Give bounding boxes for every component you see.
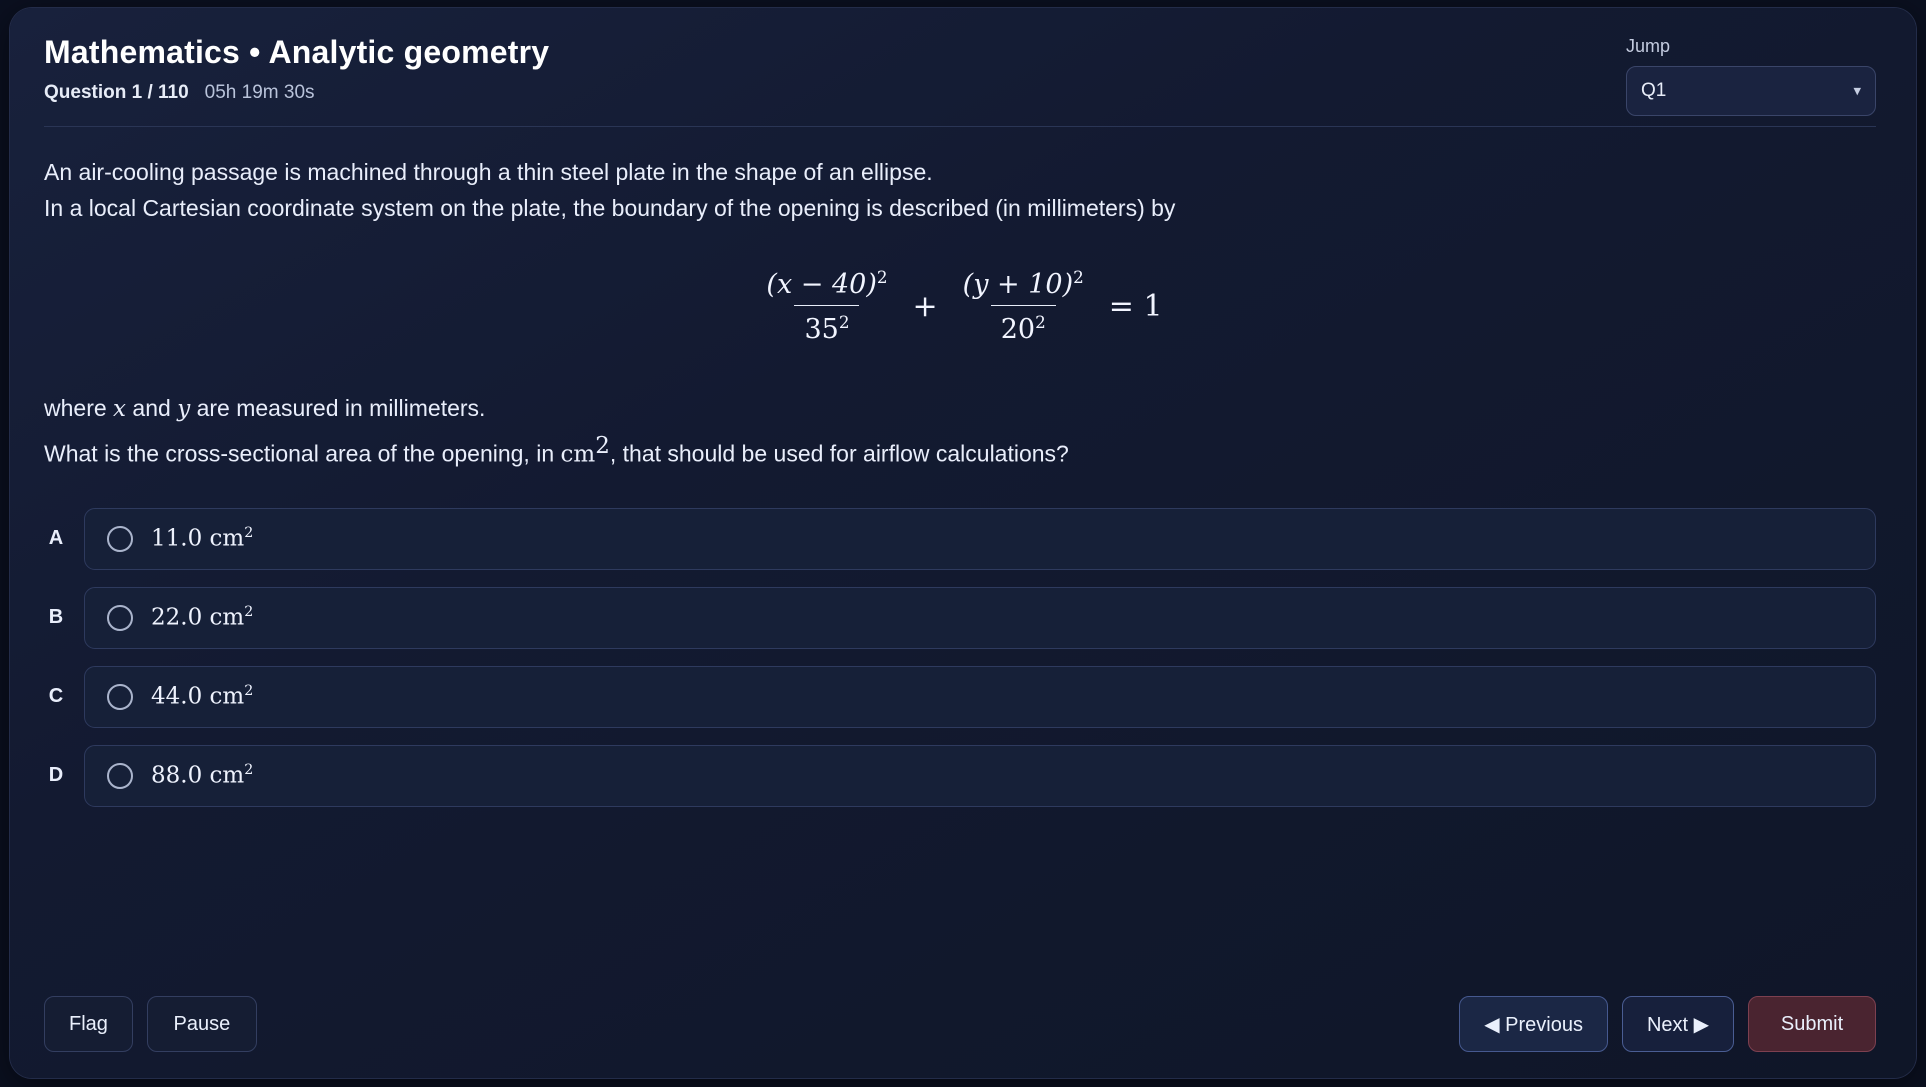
equation-term-1-denominator: $35^2$: [794, 305, 859, 345]
question-stem-line-3: [44, 390, 1876, 428]
equation-term-1: [756, 267, 897, 345]
question-stem-line-4: [44, 428, 1876, 473]
stem-4-suffix: , that should be used for airflow calculations?: [609, 440, 1069, 467]
jump-control: [1626, 36, 1876, 116]
stem-3-middle: and: [126, 395, 178, 422]
page-title: Mathematics • Analytic geometry: [44, 34, 550, 70]
answer-options: [44, 508, 1876, 807]
option-b[interactable]: [84, 587, 1876, 649]
exam-header: [10, 8, 1916, 127]
equation-term-2-numerator: $(y + 10)^2$: [962, 267, 1084, 301]
option-row: [44, 666, 1876, 728]
header-divider: [44, 126, 1876, 127]
flag-button[interactable]: Flag: [44, 996, 133, 1052]
equation-term-1-numerator: $(x - 40)^2$: [766, 267, 888, 301]
option-row: [44, 508, 1876, 570]
jump-select[interactable]: [1626, 66, 1876, 116]
radio-icon[interactable]: [107, 605, 133, 631]
footer-left-actions: [44, 996, 257, 1052]
option-row: [44, 587, 1876, 649]
equation-plus-operator: +: [912, 288, 938, 324]
exam-footer: [10, 978, 1916, 1078]
jump-label: Jump: [1626, 36, 1671, 56]
variable-x: x: [113, 396, 127, 423]
equation-term-2-denominator: $20^2$: [991, 305, 1056, 345]
submit-button[interactable]: Submit: [1748, 996, 1876, 1052]
option-row: [44, 745, 1876, 807]
option-letter: D: [48, 764, 64, 787]
option-d[interactable]: [84, 745, 1876, 807]
previous-button[interactable]: ◀ Previous: [1459, 996, 1608, 1052]
option-label: 22.0 $cm^2$: [151, 604, 254, 631]
stem-3-prefix: where: [44, 395, 114, 422]
equation-right-hand-side: = 1: [1108, 288, 1163, 324]
chevron-down-icon: ▾: [1853, 82, 1861, 100]
question-stem-line-1: An air-cooling passage is machined through a thin steel plate in the shape of an ellipse.: [44, 159, 933, 185]
option-label: 11.0 $cm^2$: [151, 525, 254, 552]
stem-4-prefix: What is the cross-sectional area of the opening, in: [44, 440, 561, 467]
footer-right-actions: [1459, 996, 1876, 1052]
option-letter: A: [48, 527, 64, 550]
question-stem-line-2: In a local Cartesian coordinate system on the plate, the boundary of the opening is described (in millimeters) by: [44, 194, 1176, 221]
option-label: 88.0 $cm^2$: [151, 762, 254, 789]
unit-cm: cm: [560, 441, 596, 468]
variable-y: y: [177, 396, 191, 423]
option-letter: B: [48, 606, 64, 629]
question-counter: Question 1 / 110: [44, 82, 189, 103]
question-meta: [44, 82, 1876, 104]
equation-term-2: [953, 267, 1094, 345]
radio-icon[interactable]: [107, 763, 133, 789]
next-button[interactable]: Next ▶: [1622, 996, 1734, 1052]
option-c[interactable]: [84, 666, 1876, 728]
ellipse-equation: [44, 256, 1876, 356]
timer: 05h 19m 30s: [204, 82, 315, 103]
question-body: [10, 127, 1916, 978]
stem-3-suffix: are measured in millimeters.: [190, 395, 486, 422]
option-letter: C: [48, 685, 64, 708]
radio-icon[interactable]: [107, 684, 133, 710]
option-a[interactable]: [84, 508, 1876, 570]
unit-cm-exponent: 2: [595, 433, 610, 460]
pause-button[interactable]: Pause: [147, 996, 257, 1052]
jump-selected-value: Q1: [1641, 80, 1667, 101]
exam-window: [10, 8, 1916, 1078]
radio-icon[interactable]: [107, 526, 133, 552]
option-label: 44.0 $cm^2$: [151, 683, 254, 710]
